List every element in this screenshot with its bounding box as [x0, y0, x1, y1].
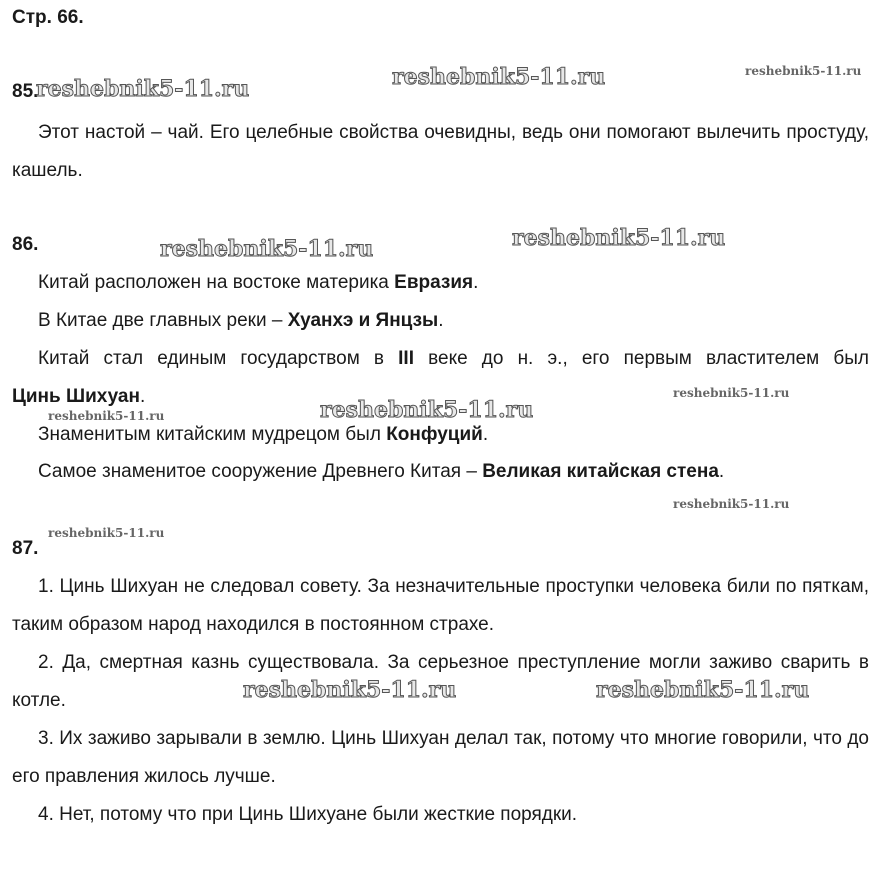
task-85-number: 85. — [12, 81, 39, 102]
page-title: Стр. 66. — [12, 7, 84, 28]
task-87-answer-1: 1. Цинь Шихуан не следовал совету. За незначительные проступки человека били по пяткам, таким образом народ находился в постоянном страхе. — [12, 576, 869, 635]
watermark: reshebnik5-11.ru — [745, 64, 862, 78]
task-86-line-3: Китай стал единым государством в III веке до н. э., его первым властителем был — [38, 348, 869, 369]
task-86-line-1: Китай расположен на востоке материка Евразия. — [38, 272, 479, 293]
task-87-answer-2: 2. Да, смертная казнь существовала. За серьезное преступление могли заживо сварить в котле. — [12, 652, 869, 711]
watermark: reshebnik5-11.ru — [512, 225, 726, 251]
watermark: reshebnik5-11.ru — [673, 386, 790, 400]
task-86-number: 86. — [12, 234, 39, 255]
watermark: reshebnik5-11.ru — [48, 409, 165, 423]
task-87-answer-4: 4. Нет, потому что при Цинь Шихуане были жесткие порядки. — [38, 804, 578, 825]
watermark: reshebnik5-11.ru — [596, 677, 810, 703]
task-86-line-5: Знаменитым китайским мудрецом был Конфуций. — [38, 424, 489, 445]
task-87-number: 87. — [12, 538, 39, 559]
watermark: reshebnik5-11.ru — [36, 76, 250, 102]
watermark: reshebnik5-11.ru — [673, 497, 790, 511]
watermark: reshebnik5-11.ru — [392, 64, 606, 90]
task-86-line-4: Цинь Шихуан. — [12, 386, 146, 407]
watermark: reshebnik5-11.ru — [48, 526, 165, 540]
watermark: reshebnik5-11.ru — [243, 677, 457, 703]
task-87-answer-3: 3. Их заживо зарывали в землю. Цинь Шихуан делал так, потому что многие говорили, что до его правления жилось лучше. — [12, 728, 869, 787]
watermark: reshebnik5-11.ru — [160, 236, 374, 262]
task-86-line-6: Самое знаменитое сооружение Древнего Китая – Великая китайская стена. — [38, 461, 725, 482]
task-85-text-content: Этот настой – чай. Его целебные свойства очевидны, ведь они помогают вылечить простуду, кашель. — [12, 122, 869, 181]
task-86-line-2: В Китае две главных реки – Хуанхэ и Янцзы. — [38, 310, 444, 331]
task-85-text — [12, 114, 869, 190]
watermark: reshebnik5-11.ru — [320, 397, 534, 423]
